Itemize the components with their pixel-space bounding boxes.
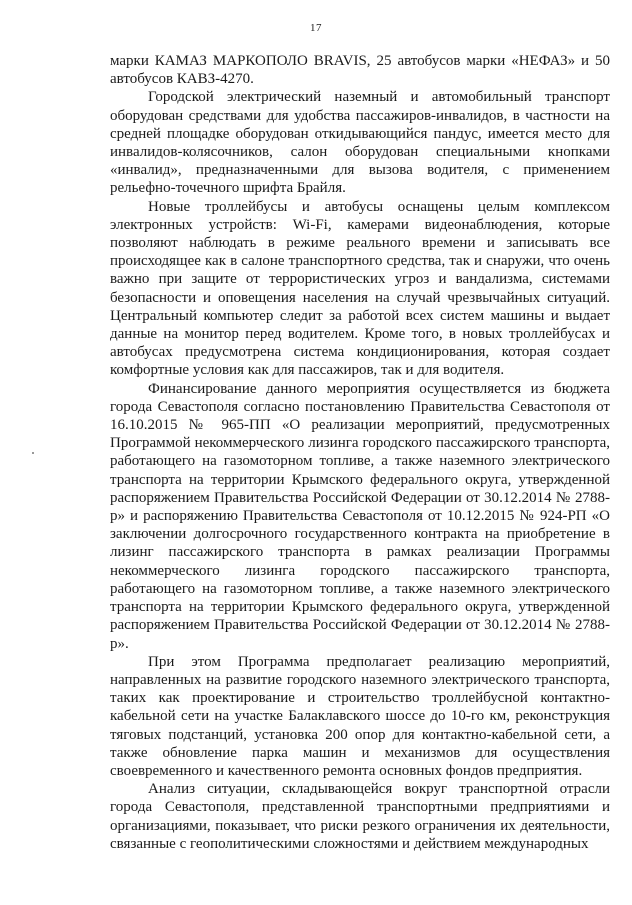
page-number: 17	[310, 22, 322, 34]
document-body	[110, 52, 610, 853]
paragraph-program-measures: При этом Программа предполагает реализацию мероприятий, направленных на развитие городского наземного электрического транспорта, таких как проектирование и строительство троллейбусной контактно-кабельной сети на участке Балаклавского шоссе до 10-го км, реконструкция тяговых подстанций, установка 200 опор для контактно-кабельной сети, а также обновление парка машин и механизмов для осуществления своевременного и качественного ремонта основных фондов предприятия.	[110, 653, 610, 779]
paragraph-risk-analysis: Анализ ситуации, складывающейся вокруг транспортной отрасли города Севастополя, представленной транспортными предприятиями и организациями, показывает, что риски резкого ограничения их деятельности, связанные с геополитическими сложностями и действием международных	[110, 781, 610, 852]
paragraph-financing: Финансирование данного мероприятия осуществляется из бюджета города Севастополя согласно постановлению Правительства Севастополя от 16.10.2015 № 965-ПП «О реализации мероприятий, предусмотренных Программой некоммерческого лизинга городского пассажирского транспорта, работающего на газомоторном топливе, а также наземного электрического транспорта на территории Крымского федерального округа, утвержденной распоряжением Правительства Российской Федерации от 30.12.2014 № 2788-р» и распоряжению Правительства Севастополя от 10.12.2015 № 924-РП «О заключении долгосрочного государственного контракта на приобретение в лизинг пассажирского транспорта в рамках реализации Программы некоммерческого лизинга городского пассажирского транспорта, работающего на газомоторном топливе, а также наземного электрического транспорта на территории Крымского федерального округа, утвержденной распоряжением Правительства Российской Федерации от 30.12.2014 № 2788-р».	[110, 380, 610, 652]
paragraph-electronic-equipment: Новые троллейбусы и автобусы оснащены целым комплексом электронных устройств: Wi-Fi, камерами видеонаблюдения, которые позволяют наблюдать в режиме реального времени и записывать все происходящее как в салоне транспортного средства, так и снаружи, что очень важно при защите от террористических угроз и вандализма, системами безопасности и оповещения населения на случай чрезвычайных ситуаций. Центральный компьютер следит за работой всех систем машины и выдает данные на монитор перед водителем. Кроме того, в новых троллейбусах и автобусах предусмотрена система кондиционирования, которая создает комфортные условия как для пассажиров, так и для водителя.	[110, 198, 610, 379]
paragraph-accessibility: Городской электрический наземный и автомобильный транспорт оборудован средствами для удобства пассажиров-инвалидов, в частности на средней площадке оборудован откидывающийся пандус, имеется место для инвалидов-колясочников, салон оборудован специальными кнопками «инвалид», предназначенными для вызова водителя, с применением рельефно-точечного шрифта Брайля.	[110, 89, 610, 197]
paragraph-bus-fleet-continuation: марки КАМАЗ МАРКОПОЛО BRAVIS, 25 автобусов марки «НЕФАЗ» и 50 автобусов КАВЗ-4270.	[110, 53, 610, 88]
scan-speck	[32, 452, 34, 454]
